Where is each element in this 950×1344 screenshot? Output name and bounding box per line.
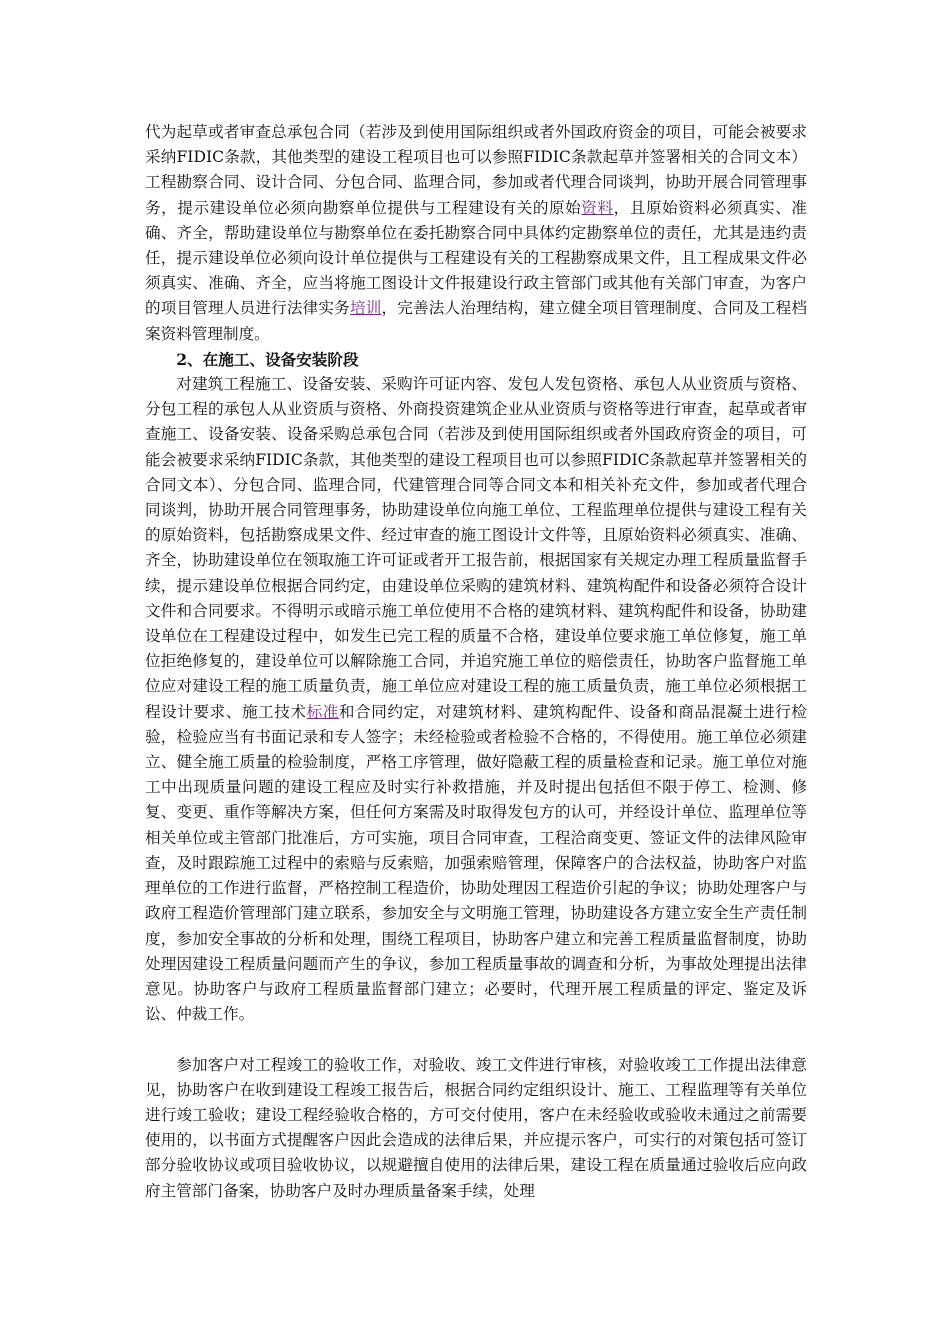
paragraph-text: ，完善法人治理结构，建立健全项目管理制度、合同及工程档案资料管理制度。 <box>145 299 807 343</box>
document-body <box>145 120 807 1204</box>
paragraph-contract-review <box>145 120 807 347</box>
paragraph-text: 和合同约定，对建筑材料、建筑构配件、设备和商品混凝土进行检验，检验应当有书面记录和专人签字；未经检验或者检验不合格的，不得使用。施工单位必须建立、健全施工质量的检验制度，严格工序管理，做好隐蔽工程的质量检查和记录。施工单位对施工中出现质量问题的建设工程应及时实行补救措施，并及时提出包括但不限于停工、检测、修复、变更、重作等解决方案，但任何方案需及时取得发包方的认可，并经设计单位、监理单位等相关单位或主管部门批准后，方可实施，项目合同审查，工程洽商变更、签证文件的法律风险审查，及时跟踪施工过程中的索赔与反索赔，加强索赔管理，保障客户的合法权益，协助客户对监理单位的工作进行监督，严格控制工程造价，协助处理因工程造价引起的争议；协助处理客户与政府工程造价管理部门建立联系，参加安全与文明施工管理，协助建设各方建立安全生产责任制度，参加安全事故的分析和处理，围绕工程项目，协助客户建立和完善工程质量监督制度，协助处理因建设工程质量问题而产生的争议，参加工程质量事故的调查和分析，为事故处理提出法律意见。协助客户与政府工程质量监督部门建立；必要时，代理开展工程质量的评定、鉴定及诉讼、仲裁工作。 <box>145 702 807 1024</box>
section-heading-construction: 2、在施工、设备安装阶段 <box>176 349 359 369</box>
paragraph-text: 对建筑工程施工、设备安装、采购许可证内容、发包人发包资格、承包人从业资质与资格、分包工程的承包人从业资质与资格、外商投资建筑企业从业资质与资格等进行审查，起草或者审查施工、设备安装、设备采购总承包合同（若涉及到使用国际组织或者外国政府资金的项目，可能会被要求采纳FIDIC条款，其他类型的建设工程项目也可以参照FIDIC条款起草并签署相关的合同文本）、分包合同、监理合同，代建管理合同等合同文本和相关补充文件，参加或者代理合同谈判，协助开展合同管理事务，协助建设单位向施工单位、工程监理单位提供与建设工程有关的原始资料，包括勘察成果文件、经过审查的施工图设计文件等，且原始资料必须真实、准确、齐全，协助建设单位在领取施工许可证或者开工报告前，根据国家有关规定办理工程质量监督手续，提示建设单位根据合同约定，由建设单位采购的建筑材料、建筑构配件和设备必须符合设计文件和合同要求。不得明示或暗示施工单位使用不合格的建筑材料、建筑构配件和设备，协助建设单位在工程建设过程中，如发生已完工程的质量不合格，建设单位要求施工单位修复，施工单位拒绝修复的，建设单位可以解除施工合同，并追究施工单位的赔偿责任，协助客户监督施工单位应对建设工程的施工质量负责，施工单位应对建设工程的施工质量负责，施工单位必须根据工程设计要求、施工技术 <box>145 375 807 721</box>
paragraph-text: ，且原始资料必须真实、准确、齐全，帮助建设单位与勘察单位在委托勘察合同中具体约定勘察单位的责任，尤其是违约责任，提示建设单位必须向设计单位提供与工程建设有关的工程勘察成果文件，且工程成果文件必须真实、准确、齐全，应当将施工图设计文件报建设行政主管部门或其他有关部门审查，为客户的项目管理人员进行法律实务 <box>145 198 807 318</box>
link-standard[interactable]: 标准 <box>306 702 339 721</box>
paragraph-completion-acceptance: 参加客户对工程竣工的验收工作，对验收、竣工文件进行审核，对验收竣工工作提出法律意见，协助客户在收到建设工程竣工报告后，根据合同约定组织设计、施工、工程监理等有关单位进行竣工验收；建设工程经验收合格的，方可交付使用，客户在未经验收或验收未通过之前需要使用的，以书面方式提醒客户因此会造成的法律后果，并应提示客户，可实行的对策包括可签订部分验收协议或项目验收协议，以规避擅自使用的法律后果，建设工程在质量通过验收后应向政府主管部门备案，协助客户及时办理质量备案手续，处理 <box>145 1055 807 1200</box>
link-training[interactable]: 培训 <box>349 299 382 318</box>
link-materials[interactable]: 资料 <box>581 198 614 217</box>
paragraph-text: 代为起草或者审查总承包合同（若涉及到使用国际组织或者外国政府资金的项目，可能会被要求采纳FIDIC条款，其他类型的建设工程项目也可以参照FIDIC条款起草并签署相关的合同文本）工程勘察合同、设计合同、分包合同、监理合同，参加或者代理合同谈判，协助开展合同管理事务，提示建设单位必须向勘察单位提供与工程建设有关的原始 <box>145 123 807 217</box>
blank-line <box>145 1027 807 1052</box>
paragraph-construction-stage <box>145 372 807 1027</box>
